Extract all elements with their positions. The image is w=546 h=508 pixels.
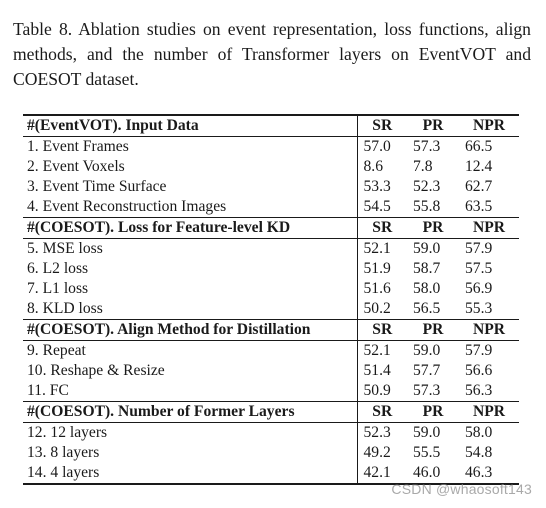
cell-npr: 12.4 xyxy=(465,158,493,175)
row-name: 9. Repeat xyxy=(27,342,86,359)
table-row xyxy=(23,299,519,320)
cell-pr: 57.3 xyxy=(413,138,441,155)
table-row xyxy=(23,381,519,402)
cell-pr: 59.0 xyxy=(413,240,441,257)
cell-sr: 42.1 xyxy=(357,463,407,484)
cell-pr: 58.0 xyxy=(413,280,441,297)
watermark: CSDN @whaosoft143 xyxy=(391,481,532,497)
cell-sr: 8.6 xyxy=(357,157,407,177)
cell-npr: 56.9 xyxy=(465,280,493,297)
row-name: 7. L1 loss xyxy=(27,280,89,297)
column-header-sr: SR xyxy=(357,115,407,137)
cell-npr: 63.5 xyxy=(465,198,493,215)
column-header-sr: SR xyxy=(357,320,407,341)
row-name: 4. Event Reconstruction Images xyxy=(27,198,227,215)
caption-label: Table 8. xyxy=(13,19,73,39)
cell-pr: 7.8 xyxy=(413,158,433,175)
cell-sr: 52.1 xyxy=(357,341,407,362)
column-header-sr: SR xyxy=(357,218,407,239)
section-header: #(COESOT). Align Method for Distillation xyxy=(23,320,357,341)
table-row xyxy=(23,197,519,218)
cell-sr: 52.3 xyxy=(357,423,407,444)
cell-pr: 52.3 xyxy=(413,178,441,195)
cell-npr: 58.0 xyxy=(465,424,493,441)
cell-sr: 51.9 xyxy=(357,259,407,279)
cell-sr: 51.6 xyxy=(357,279,407,299)
table-row xyxy=(23,443,519,463)
row-name: 11. FC xyxy=(27,382,69,399)
column-header-pr: PR xyxy=(407,218,459,239)
cell-sr: 50.9 xyxy=(357,381,407,402)
row-name: 6. L2 loss xyxy=(27,260,89,277)
row-name: 13. 8 layers xyxy=(27,444,100,461)
cell-npr: 46.3 xyxy=(459,463,519,484)
row-name: 1. Event Frames xyxy=(27,138,129,155)
section-header-row xyxy=(23,218,519,239)
cell-sr: 52.1 xyxy=(357,239,407,260)
cell-npr: 66.5 xyxy=(465,138,493,155)
table-row xyxy=(23,157,519,177)
table-row xyxy=(23,279,519,299)
row-name: 3. Event Time Surface xyxy=(27,178,167,195)
cell-sr: 50.2 xyxy=(357,299,407,320)
cell-pr: 59.0 xyxy=(413,424,441,441)
column-header-npr: NPR xyxy=(459,402,519,423)
cell-npr: 57.9 xyxy=(465,240,493,257)
cell-npr: 57.5 xyxy=(465,260,493,277)
cell-pr: 59.0 xyxy=(413,342,441,359)
row-name: 2. Event Voxels xyxy=(27,158,125,175)
column-header-npr: NPR xyxy=(459,115,519,137)
cell-pr: 57.7 xyxy=(413,362,441,379)
row-name: 10. Reshape & Resize xyxy=(27,362,165,379)
cell-npr: 56.6 xyxy=(465,362,493,379)
row-name: 12. 12 layers xyxy=(27,424,108,441)
section-header-row xyxy=(23,402,519,423)
cell-sr: 54.5 xyxy=(357,197,407,218)
cell-sr: 57.0 xyxy=(357,137,407,158)
cell-pr: 57.3 xyxy=(413,382,441,399)
cell-pr: 55.5 xyxy=(413,444,441,461)
ablation-table-container xyxy=(23,114,519,485)
cell-sr: 53.3 xyxy=(357,177,407,197)
caption-text: Ablation studies on event representation, loss functions, align methods, and the number of Transformer layers on EventVOT and COESOT dataset. xyxy=(13,19,531,89)
column-header-npr: NPR xyxy=(459,320,519,341)
column-header-pr: PR xyxy=(407,115,459,137)
table-row xyxy=(23,259,519,279)
section-header-row xyxy=(23,115,519,137)
cell-sr: 51.4 xyxy=(357,361,407,381)
column-header-npr: NPR xyxy=(459,218,519,239)
table-row xyxy=(23,137,519,158)
cell-sr: 49.2 xyxy=(357,443,407,463)
ablation-table xyxy=(23,114,519,485)
table-caption xyxy=(13,17,531,92)
cell-pr: 58.7 xyxy=(413,260,441,277)
cell-npr: 54.8 xyxy=(465,444,493,461)
column-header-pr: PR xyxy=(407,402,459,423)
row-name: 14. 4 layers xyxy=(23,463,357,484)
cell-pr: 46.0 xyxy=(407,463,459,484)
row-name: 8. KLD loss xyxy=(27,300,103,317)
column-header-pr: PR xyxy=(407,320,459,341)
cell-pr: 55.8 xyxy=(413,198,441,215)
cell-npr: 56.3 xyxy=(465,382,493,399)
table-row xyxy=(23,341,519,362)
section-header-row xyxy=(23,320,519,341)
table-row xyxy=(23,239,519,260)
table-row xyxy=(23,177,519,197)
cell-npr: 57.9 xyxy=(465,342,493,359)
row-name: 5. MSE loss xyxy=(27,240,103,257)
section-header: #(COESOT). Number of Former Layers xyxy=(23,402,357,423)
cell-npr: 55.3 xyxy=(465,300,493,317)
section-header: #(COESOT). Loss for Feature-level KD xyxy=(23,218,357,239)
column-header-sr: SR xyxy=(357,402,407,423)
table-row xyxy=(23,361,519,381)
cell-npr: 62.7 xyxy=(465,178,493,195)
section-header: #(EventVOT). Input Data xyxy=(23,115,357,137)
table-row xyxy=(23,423,519,444)
cell-pr: 56.5 xyxy=(413,300,441,317)
